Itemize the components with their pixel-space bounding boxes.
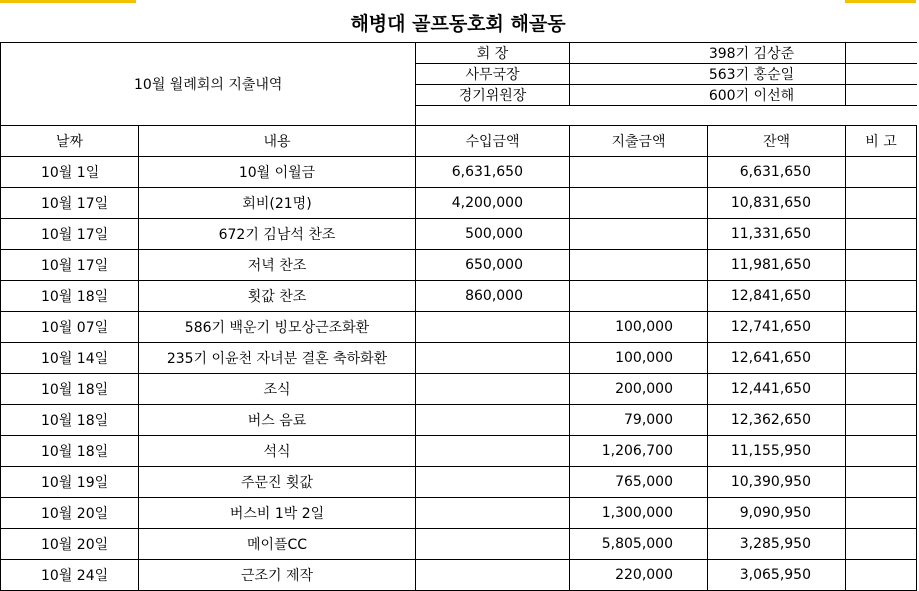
date-cell[interactable]: 10월 18일 xyxy=(1,374,139,405)
balance-cell[interactable]: 10,390,950 xyxy=(708,467,846,498)
expense-cell[interactable]: 765,000 xyxy=(570,467,708,498)
date-cell[interactable]: 10월 24일 xyxy=(1,560,139,591)
table-row xyxy=(1,436,917,467)
income-cell[interactable] xyxy=(416,529,570,560)
officer-role[interactable]: 사무국장 xyxy=(416,64,570,85)
empty-cell[interactable] xyxy=(846,106,917,126)
table-row xyxy=(1,312,917,343)
income-cell[interactable] xyxy=(416,498,570,529)
table-row xyxy=(1,219,917,250)
balance-cell[interactable]: 12,741,650 xyxy=(708,312,846,343)
expense-cell[interactable]: 220,000 xyxy=(570,560,708,591)
officer-name[interactable]: 398기 김상준 xyxy=(570,43,846,64)
income-cell[interactable] xyxy=(416,312,570,343)
expense-cell[interactable] xyxy=(570,281,708,312)
balance-cell[interactable]: 3,285,950 xyxy=(708,529,846,560)
col-header-date[interactable]: 날짜 xyxy=(1,126,139,157)
income-cell[interactable] xyxy=(416,343,570,374)
expense-cell[interactable]: 5,805,000 xyxy=(570,529,708,560)
expense-cell[interactable]: 100,000 xyxy=(570,343,708,374)
note-cell[interactable] xyxy=(846,560,917,591)
balance-cell[interactable]: 12,641,650 xyxy=(708,343,846,374)
balance-cell[interactable]: 12,841,650 xyxy=(708,281,846,312)
note-cell[interactable] xyxy=(846,157,917,188)
income-cell[interactable] xyxy=(416,560,570,591)
note-cell[interactable] xyxy=(846,529,917,560)
table-row xyxy=(1,188,917,219)
date-cell[interactable]: 10월 20일 xyxy=(1,498,139,529)
desc-cell[interactable]: 회비(21명) xyxy=(139,188,416,219)
note-cell[interactable] xyxy=(846,312,917,343)
expense-cell[interactable]: 79,000 xyxy=(570,405,708,436)
officer-name[interactable]: 600기 이선해 xyxy=(570,85,846,106)
expense-cell[interactable]: 100,000 xyxy=(570,312,708,343)
date-cell[interactable]: 10월 18일 xyxy=(1,405,139,436)
desc-cell[interactable]: 10월 이월금 xyxy=(139,157,416,188)
desc-cell[interactable]: 버스 음료 xyxy=(139,405,416,436)
date-cell[interactable]: 10월 17일 xyxy=(1,219,139,250)
expense-cell[interactable] xyxy=(570,188,708,219)
empty-cell[interactable] xyxy=(846,64,917,85)
desc-cell[interactable]: 저녁 찬조 xyxy=(139,250,416,281)
desc-cell[interactable]: 메이플CC xyxy=(139,529,416,560)
note-cell[interactable] xyxy=(846,188,917,219)
desc-cell[interactable]: 조식 xyxy=(139,374,416,405)
balance-cell[interactable]: 11,155,950 xyxy=(708,436,846,467)
income-cell[interactable]: 500,000 xyxy=(416,219,570,250)
col-header-balance[interactable]: 잔액 xyxy=(708,126,846,157)
note-cell[interactable] xyxy=(846,281,917,312)
desc-cell[interactable]: 주문진 횟값 xyxy=(139,467,416,498)
col-header-expense[interactable]: 지출금액 xyxy=(570,126,708,157)
date-cell[interactable]: 10월 17일 xyxy=(1,250,139,281)
expense-cell[interactable] xyxy=(570,219,708,250)
officer-role[interactable]: 회 장 xyxy=(416,43,570,64)
note-cell[interactable] xyxy=(846,343,917,374)
income-cell[interactable]: 650,000 xyxy=(416,250,570,281)
empty-cell[interactable] xyxy=(416,106,846,126)
balance-cell[interactable]: 12,441,650 xyxy=(708,374,846,405)
desc-cell[interactable]: 235기 이윤천 자녀분 결혼 축하화환 xyxy=(139,343,416,374)
income-cell[interactable]: 4,200,000 xyxy=(416,188,570,219)
officer-role[interactable]: 경기위원장 xyxy=(416,85,570,106)
table-row xyxy=(1,560,917,591)
income-cell[interactable] xyxy=(416,374,570,405)
empty-cell[interactable] xyxy=(846,85,917,106)
expense-cell[interactable] xyxy=(570,250,708,281)
date-cell[interactable]: 10월 17일 xyxy=(1,188,139,219)
expense-cell[interactable]: 200,000 xyxy=(570,374,708,405)
table-row xyxy=(1,343,917,374)
income-cell[interactable] xyxy=(416,405,570,436)
officer-name[interactable]: 563기 홍순일 xyxy=(570,64,846,85)
note-cell[interactable] xyxy=(846,250,917,281)
date-cell[interactable]: 10월 14일 xyxy=(1,343,139,374)
date-cell[interactable]: 10월 18일 xyxy=(1,436,139,467)
table-row xyxy=(1,250,917,281)
date-cell[interactable]: 10월 19일 xyxy=(1,467,139,498)
balance-cell[interactable]: 9,090,950 xyxy=(708,498,846,529)
empty-cell[interactable] xyxy=(846,43,917,64)
note-cell[interactable] xyxy=(846,498,917,529)
table-row xyxy=(1,157,917,188)
selection-edge-right xyxy=(845,0,916,3)
balance-cell[interactable]: 12,362,650 xyxy=(708,405,846,436)
note-cell[interactable] xyxy=(846,405,917,436)
expense-table xyxy=(0,42,917,591)
table-row xyxy=(1,498,917,529)
col-header-income[interactable]: 수입금액 xyxy=(416,126,570,157)
col-header-note[interactable]: 비 고 xyxy=(846,126,917,157)
sheet-title: 해병대 골프동호회 해골동 xyxy=(350,12,566,35)
table-row xyxy=(1,405,917,436)
table-row xyxy=(1,374,917,405)
note-cell[interactable] xyxy=(846,467,917,498)
balance-cell[interactable]: 10,831,650 xyxy=(708,188,846,219)
expense-cell[interactable]: 1,300,000 xyxy=(570,498,708,529)
note-cell[interactable] xyxy=(846,374,917,405)
income-cell[interactable] xyxy=(416,467,570,498)
income-cell[interactable]: 860,000 xyxy=(416,281,570,312)
table-row xyxy=(1,529,917,560)
expense-cell[interactable]: 1,206,700 xyxy=(570,436,708,467)
date-cell[interactable]: 10월 20일 xyxy=(1,529,139,560)
balance-cell[interactable]: 6,631,650 xyxy=(708,157,846,188)
income-cell[interactable]: 6,631,650 xyxy=(416,157,570,188)
balance-cell[interactable]: 3,065,950 xyxy=(708,560,846,591)
table-row xyxy=(1,281,917,312)
col-header-desc[interactable]: 내용 xyxy=(139,126,416,157)
desc-cell[interactable]: 586기 백운기 빙모상근조화환 xyxy=(139,312,416,343)
summary-label[interactable]: 10월 월례회의 지출내역 xyxy=(1,43,416,126)
balance-cell[interactable]: 11,331,650 xyxy=(708,219,846,250)
note-cell[interactable] xyxy=(846,219,917,250)
note-cell[interactable] xyxy=(846,436,917,467)
date-cell[interactable]: 10월 18일 xyxy=(1,281,139,312)
desc-cell[interactable]: 횟값 찬조 xyxy=(139,281,416,312)
date-cell[interactable]: 10월 07일 xyxy=(1,312,139,343)
table-row xyxy=(1,467,917,498)
expense-cell[interactable] xyxy=(570,157,708,188)
date-cell[interactable]: 10월 1일 xyxy=(1,157,139,188)
balance-cell[interactable]: 11,981,650 xyxy=(708,250,846,281)
income-cell[interactable] xyxy=(416,436,570,467)
header-row xyxy=(1,126,917,157)
desc-cell[interactable]: 석식 xyxy=(139,436,416,467)
desc-cell[interactable]: 근조기 제작 xyxy=(139,560,416,591)
desc-cell[interactable]: 버스비 1박 2일 xyxy=(139,498,416,529)
selection-edge-left xyxy=(0,0,136,3)
desc-cell[interactable]: 672기 김남석 찬조 xyxy=(139,219,416,250)
